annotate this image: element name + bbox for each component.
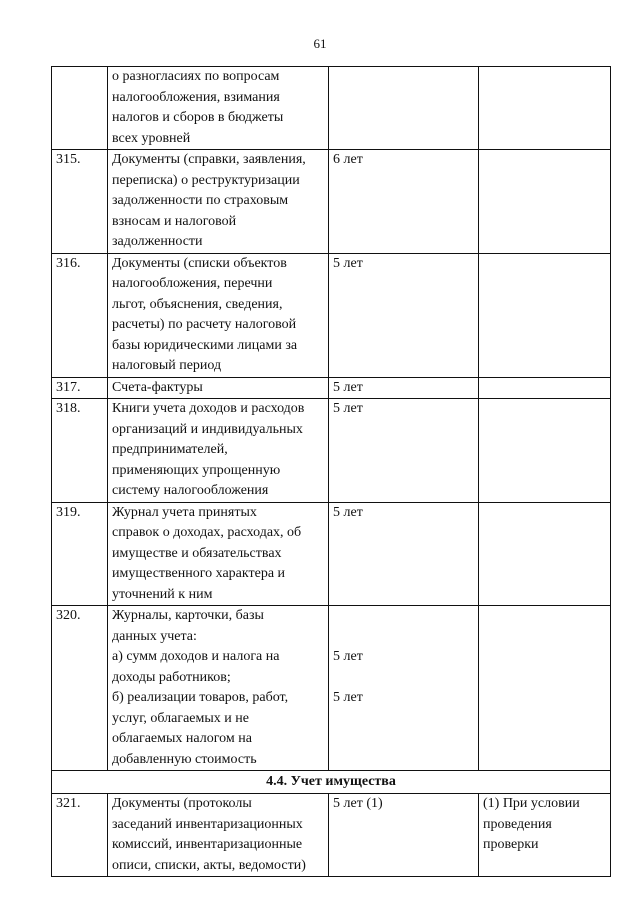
row-description: Книги учета доходов и расходов организаций и индивидуальных предпринимателей, применяющих упрощенную систему налогообложения (108, 399, 329, 503)
term-a: 5 лет (333, 649, 363, 664)
row-term: 5 лет (329, 502, 479, 606)
row-term (329, 606, 479, 771)
records-retention-table (51, 66, 611, 877)
row-description-cell: о разногласиях по вопросам налогообложения, взимания налогов и сборов в бюджеты всех уровней (108, 67, 329, 150)
table-row-continuation (52, 67, 611, 150)
row-note (479, 377, 611, 399)
table-row-318 (52, 399, 611, 503)
row-number: 316. (52, 253, 108, 377)
row-note-cell (479, 67, 611, 150)
row-description: Счета-фактуры (108, 377, 329, 399)
page-number: 61 (313, 36, 327, 51)
row-description: Документы (списки объектов налогообложения, перечни льгот, объяснения, сведения, расчеты) по расчету налоговой базы юридическими лицами за налоговый период (108, 253, 329, 377)
row-description: Журнал учета принятых справок о доходах, расходах, об имуществе и обязательствах имущественного характера и уточнений к ним (108, 502, 329, 606)
row-term: 5 лет (1) (329, 794, 479, 877)
row-term: 6 лет (329, 150, 479, 254)
table-row-321 (52, 794, 611, 877)
table-row-317 (52, 377, 611, 399)
row-note: (1) При условии проведения проверки (479, 794, 611, 877)
row-number-cell (52, 67, 108, 150)
row-note (479, 606, 611, 771)
row-number: 321. (52, 794, 108, 877)
row-note (479, 150, 611, 254)
row-description: Документы (справки, заявления, переписка) о реструктуризации задолженности по страховым взносам и налоговой задолженности (108, 150, 329, 254)
table-row-319 (52, 502, 611, 606)
row-number: 315. (52, 150, 108, 254)
row-term: 5 лет (329, 399, 479, 503)
row-note (479, 502, 611, 606)
section-header-row (52, 771, 611, 794)
row-number: 317. (52, 377, 108, 399)
term-b: 5 лет (333, 690, 363, 705)
row-note (479, 399, 611, 503)
row-term: 5 лет (329, 253, 479, 377)
row-note (479, 253, 611, 377)
row-number: 320. (52, 606, 108, 771)
section-title: 4.4. Учет имущества (52, 771, 611, 794)
table-row-315 (52, 150, 611, 254)
row-description: Журналы, карточки, базы данных учета: а) сумм доходов и налога на доходы работников; б) реализации товаров, работ, услуг, облагаемых и не облагаемых налогом на добавленную стоимость (108, 606, 329, 771)
row-term: 5 лет (329, 377, 479, 399)
table-row-316 (52, 253, 611, 377)
row-number: 318. (52, 399, 108, 503)
row-number: 319. (52, 502, 108, 606)
table-row-320 (52, 606, 611, 771)
row-term-cell (329, 67, 479, 150)
row-description: Документы (протоколы заседаний инвентаризационных комиссий, инвентаризационные описи, списки, акты, ведомости) (108, 794, 329, 877)
